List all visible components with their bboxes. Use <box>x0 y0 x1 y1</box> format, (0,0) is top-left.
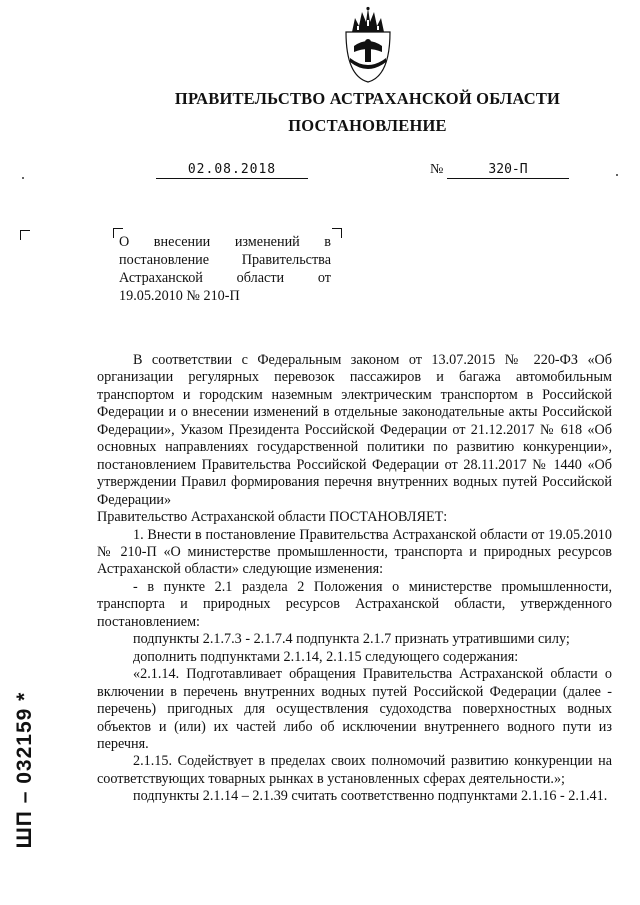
coat-of-arms-emblem <box>340 6 396 84</box>
subject-line: О внесении изменений в <box>119 234 331 250</box>
document-body <box>97 352 612 806</box>
number-label: № <box>430 162 444 177</box>
document-date: 02.08.2018 <box>156 162 308 179</box>
subject-bracket-right <box>332 228 342 238</box>
document-number: 320-П <box>447 162 569 179</box>
amendment-line-a: подпункты 2.1.7.3 - 2.1.7.4 подпункта 2.1.7 признать утратившими силу; <box>133 631 570 648</box>
subject-line: постановление Правительства <box>119 252 331 268</box>
item-1-paragraph: 1. Внести в постановление Правительства Астраханской области от 19.05.2010 № 210-П «О министерстве промышленности, транспорта и природных ресурсов Астраханской области» следующие изменения: <box>97 526 612 578</box>
subject-block <box>119 233 331 305</box>
subject-line: 19.05.2010 № 210-П <box>119 288 240 304</box>
amendment-line-b: дополнить подпунктами 2.1.14, 2.1.15 следующего содержания: <box>133 648 519 665</box>
serial-stamp-text: ШП – 032159 * <box>13 691 36 849</box>
subject-line: Астраханской области от <box>119 270 331 286</box>
clause-2-1-15: 2.1.15. Содействует в пределах своих полномочий развитию конкуренции на соответствующих товарных рынках в установленных сферах деятельности.»; <box>97 753 612 787</box>
renumbering-paragraph: подпункты 2.1.14 – 2.1.39 считать соответственно подпунктами 2.1.16 - 2.1.41. <box>133 788 608 805</box>
resolution-line: Правительство Астраханской области ПОСТАНОВЛЯЕТ: <box>97 509 448 526</box>
item-1-subparagraph: - в пункте 2.1 раздела 2 Положения о министерстве промышленности, транспорта и природных ресурсов Астраханской области, утвержденного постановлением: <box>97 578 612 630</box>
preamble-paragraph: В соответствии с Федеральным законом от 13.07.2015 № 220-ФЗ «Об организации регулярных перевозок пассажиров и багажа автомобильным транспортом и городским наземным электрическим транспортом в Российской Федерации и о внесении изменений в отдельные законодательные акты Российской Федерации», Указом Президента Российской Федерации от 21.12.2017 № 618 «Об основных направлениях государственной политики по развитию конкуренции», постановлением Правительства Российской Федерации от 28.11.2017 № 1440 «Об утверждении Правил формирования перечня внутренних водных путей Российской Федерации» <box>97 352 612 508</box>
scan-speck <box>22 177 24 179</box>
document-type-title: ПОСТАНОВЛЕНИЕ <box>288 116 447 135</box>
scan-speck <box>616 174 618 176</box>
margin-mark <box>20 230 30 240</box>
organization-title: ПРАВИТЕЛЬСТВО АСТРАХАНСКОЙ ОБЛАСТИ <box>174 89 561 108</box>
serial-stamp <box>5 650 45 890</box>
clause-2-1-14: «2.1.14. Подготавливает обращения Правительства Астраханской области о включении в перечень внутренних водных путей Российской Федерации (далее - перечень) пригодных для осуществления судоходства поверхностных водных объектов и (или) их частей либо об исключении внутреннего водного пути из перечня. <box>97 666 612 752</box>
